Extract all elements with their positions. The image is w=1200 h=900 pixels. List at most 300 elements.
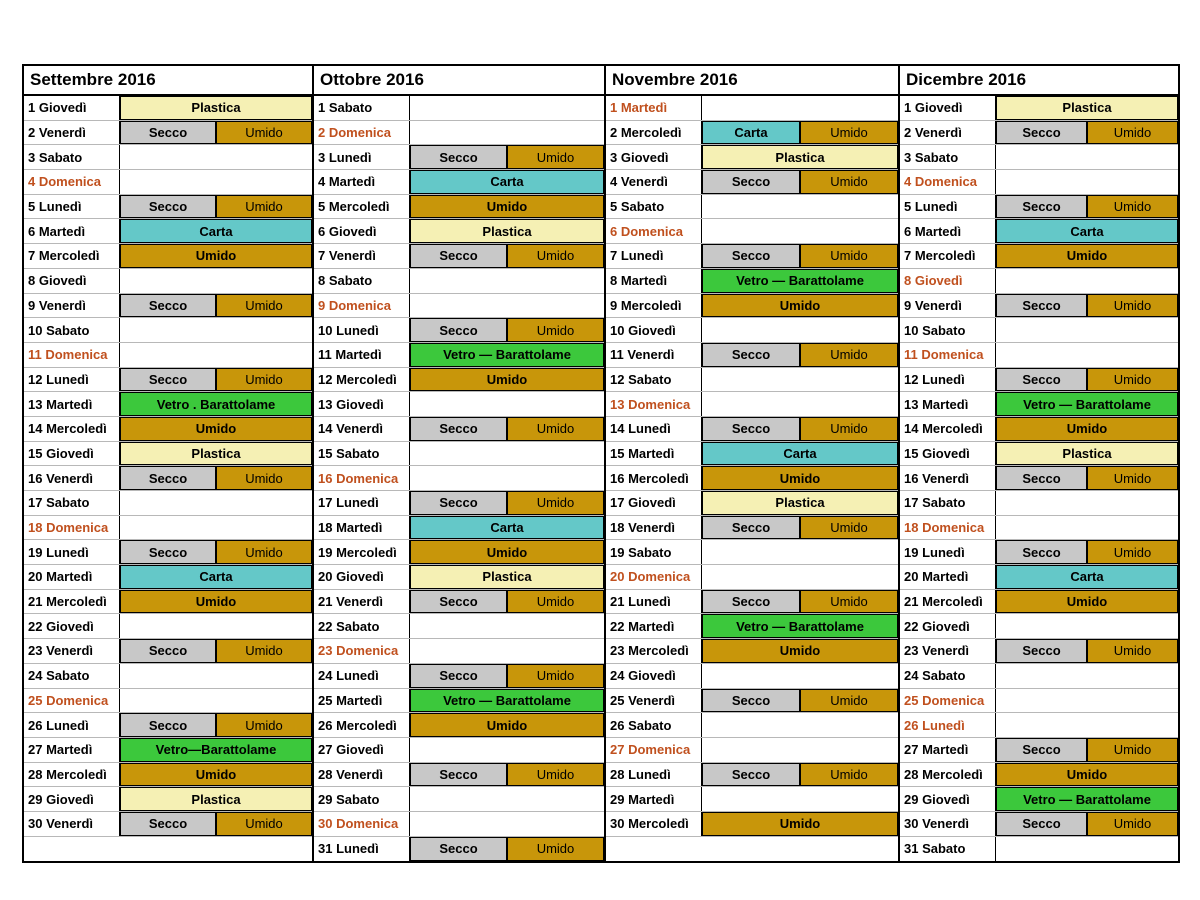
collection-slot bbox=[996, 442, 1178, 466]
collection-secco: Secco bbox=[410, 318, 507, 342]
collection-slot bbox=[120, 96, 312, 120]
day-row bbox=[900, 763, 1178, 788]
collection-slot bbox=[702, 195, 898, 219]
collection-slot bbox=[120, 442, 312, 466]
collection-slot bbox=[996, 614, 1178, 638]
collection-carta: Carta bbox=[996, 219, 1178, 243]
day-label: 29 Giovedì bbox=[24, 787, 120, 811]
month-title: Novembre 2016 bbox=[606, 66, 898, 96]
collection-secco: Secco bbox=[120, 121, 216, 145]
collection-slot bbox=[702, 664, 898, 688]
day-row bbox=[900, 738, 1178, 763]
collection-slot bbox=[120, 713, 312, 737]
day-row bbox=[314, 244, 604, 269]
day-row bbox=[606, 318, 898, 343]
collection-slot bbox=[702, 689, 898, 713]
collection-slot bbox=[410, 763, 604, 787]
collection-slot bbox=[702, 392, 898, 416]
day-row bbox=[900, 269, 1178, 294]
day-label: 4 Domenica bbox=[900, 170, 996, 194]
collection-slot bbox=[120, 590, 312, 614]
day-label: 27 Giovedì bbox=[314, 738, 410, 762]
day-row bbox=[606, 466, 898, 491]
collection-slot bbox=[702, 590, 898, 614]
day-row bbox=[24, 713, 312, 738]
day-label: 22 Giovedì bbox=[24, 614, 120, 638]
day-row bbox=[314, 145, 604, 170]
day-label: 19 Lunedì bbox=[24, 540, 120, 564]
day-row bbox=[314, 121, 604, 146]
day-label: 15 Martedì bbox=[606, 442, 702, 466]
day-row bbox=[900, 318, 1178, 343]
collection-umido: Umido bbox=[800, 763, 898, 787]
collection-umido: Umido bbox=[1087, 368, 1178, 392]
collection-slot bbox=[702, 294, 898, 318]
day-row bbox=[314, 540, 604, 565]
collection-secco: Secco bbox=[702, 516, 800, 540]
day-label: 23 Venerdì bbox=[900, 639, 996, 663]
day-row bbox=[24, 145, 312, 170]
day-row bbox=[606, 812, 898, 837]
day-row bbox=[900, 368, 1178, 393]
collection-slot bbox=[996, 219, 1178, 243]
day-label: 8 Giovedì bbox=[900, 269, 996, 293]
collection-vetro-barattolame: Vetro — Barattolame bbox=[410, 343, 604, 367]
collection-umido: Umido bbox=[410, 368, 604, 392]
day-row bbox=[314, 318, 604, 343]
collection-umido: Umido bbox=[216, 368, 312, 392]
day-row bbox=[314, 417, 604, 442]
collection-umido: Umido bbox=[1087, 812, 1178, 836]
collection-slot bbox=[120, 812, 312, 836]
day-label: 28 Venerdì bbox=[314, 763, 410, 787]
day-row bbox=[900, 442, 1178, 467]
day-row bbox=[900, 713, 1178, 738]
collection-slot bbox=[410, 812, 604, 836]
day-label: 28 Mercoledì bbox=[900, 763, 996, 787]
day-row bbox=[24, 590, 312, 615]
collection-plastica: Plastica bbox=[120, 442, 312, 466]
day-row bbox=[900, 96, 1178, 121]
day-row bbox=[900, 540, 1178, 565]
day-label: 11 Domenica bbox=[24, 343, 120, 367]
day-label: 3 Sabato bbox=[900, 145, 996, 169]
day-row bbox=[900, 787, 1178, 812]
collection-umido: Umido bbox=[800, 590, 898, 614]
day-label: 24 Sabato bbox=[24, 664, 120, 688]
day-label: 10 Lunedì bbox=[314, 318, 410, 342]
day-label: 18 Domenica bbox=[900, 516, 996, 540]
day-label: 30 Mercoledì bbox=[606, 812, 702, 836]
collection-slot bbox=[996, 837, 1178, 862]
day-label: 19 Sabato bbox=[606, 540, 702, 564]
collection-slot bbox=[702, 121, 898, 145]
day-row bbox=[24, 294, 312, 319]
day-label: 7 Lunedì bbox=[606, 244, 702, 268]
collection-umido: Umido bbox=[507, 244, 604, 268]
collection-slot bbox=[996, 763, 1178, 787]
collection-secco: Secco bbox=[702, 590, 800, 614]
day-label: 23 Mercoledì bbox=[606, 639, 702, 663]
collection-slot bbox=[996, 812, 1178, 836]
collection-slot bbox=[996, 269, 1178, 293]
collection-slot bbox=[410, 195, 604, 219]
empty-row bbox=[24, 837, 312, 862]
collection-secco: Secco bbox=[120, 639, 216, 663]
collection-secco: Secco bbox=[702, 689, 800, 713]
day-row bbox=[606, 392, 898, 417]
collection-carta: Carta bbox=[702, 121, 800, 145]
collection-slot bbox=[996, 392, 1178, 416]
day-row bbox=[314, 170, 604, 195]
day-row bbox=[900, 837, 1178, 862]
collection-slot bbox=[410, 837, 604, 862]
collection-umido: Umido bbox=[216, 466, 312, 490]
day-row bbox=[900, 516, 1178, 541]
collection-vetro-barattolame: Vetro—Barattolame bbox=[120, 738, 312, 762]
collection-umido: Umido bbox=[507, 763, 604, 787]
collection-slot bbox=[410, 96, 604, 120]
day-label: 26 Lunedì bbox=[900, 713, 996, 737]
collection-slot bbox=[410, 565, 604, 589]
collection-umido: Umido bbox=[800, 170, 898, 194]
collection-umido: Umido bbox=[507, 318, 604, 342]
day-row bbox=[900, 392, 1178, 417]
day-row bbox=[606, 96, 898, 121]
collection-slot bbox=[120, 145, 312, 169]
day-row bbox=[606, 565, 898, 590]
day-row bbox=[900, 121, 1178, 146]
day-row bbox=[314, 837, 604, 862]
day-row bbox=[606, 417, 898, 442]
day-label: 2 Venerdì bbox=[24, 121, 120, 145]
collection-slot bbox=[410, 368, 604, 392]
collection-slot bbox=[410, 343, 604, 367]
collection-slot bbox=[120, 121, 312, 145]
day-row bbox=[24, 121, 312, 146]
collection-slot bbox=[996, 170, 1178, 194]
collection-slot bbox=[410, 269, 604, 293]
collection-slot bbox=[702, 565, 898, 589]
collection-slot bbox=[702, 763, 898, 787]
day-label: 21 Lunedì bbox=[606, 590, 702, 614]
day-row bbox=[24, 787, 312, 812]
collection-slot bbox=[120, 614, 312, 638]
collection-carta: Carta bbox=[410, 170, 604, 194]
collection-umido: Umido bbox=[702, 294, 898, 318]
day-label: 8 Giovedì bbox=[24, 269, 120, 293]
day-label: 28 Mercoledì bbox=[24, 763, 120, 787]
collection-umido: Umido bbox=[410, 195, 604, 219]
collection-slot bbox=[120, 343, 312, 367]
day-label: 5 Mercoledì bbox=[314, 195, 410, 219]
day-row bbox=[900, 170, 1178, 195]
day-row bbox=[900, 466, 1178, 491]
collection-slot bbox=[120, 738, 312, 762]
day-label: 15 Giovedì bbox=[900, 442, 996, 466]
day-label: 27 Martedì bbox=[24, 738, 120, 762]
day-row bbox=[24, 244, 312, 269]
day-label: 22 Sabato bbox=[314, 614, 410, 638]
day-label: 2 Venerdì bbox=[900, 121, 996, 145]
day-label: 18 Venerdì bbox=[606, 516, 702, 540]
collection-slot bbox=[996, 664, 1178, 688]
collection-secco: Secco bbox=[996, 639, 1087, 663]
collection-slot bbox=[410, 614, 604, 638]
day-label: 21 Mercoledì bbox=[900, 590, 996, 614]
day-row bbox=[314, 491, 604, 516]
day-row bbox=[24, 812, 312, 837]
day-row bbox=[606, 590, 898, 615]
collection-umido: Umido bbox=[120, 244, 312, 268]
day-label: 12 Mercoledì bbox=[314, 368, 410, 392]
day-label: 9 Venerdì bbox=[900, 294, 996, 318]
day-label: 10 Sabato bbox=[900, 318, 996, 342]
day-label: 14 Venerdì bbox=[314, 417, 410, 441]
day-label: 4 Venerdì bbox=[606, 170, 702, 194]
day-row bbox=[314, 466, 604, 491]
collection-slot bbox=[702, 738, 898, 762]
collection-slot bbox=[410, 639, 604, 663]
collection-umido: Umido bbox=[216, 812, 312, 836]
collection-slot bbox=[410, 244, 604, 268]
collection-secco: Secco bbox=[410, 244, 507, 268]
collection-slot bbox=[410, 664, 604, 688]
collection-slot bbox=[702, 244, 898, 268]
collection-secco: Secco bbox=[996, 294, 1087, 318]
collection-slot bbox=[120, 763, 312, 787]
collection-slot bbox=[120, 664, 312, 688]
collection-carta: Carta bbox=[996, 565, 1178, 589]
collection-secco: Secco bbox=[996, 368, 1087, 392]
day-row bbox=[24, 738, 312, 763]
day-label: 13 Martedì bbox=[900, 392, 996, 416]
collection-umido: Umido bbox=[702, 466, 898, 490]
collection-slot bbox=[702, 368, 898, 392]
day-label: 30 Venerdì bbox=[900, 812, 996, 836]
day-row bbox=[606, 121, 898, 146]
collection-umido: Umido bbox=[1087, 121, 1178, 145]
day-label: 25 Martedì bbox=[314, 689, 410, 713]
day-row bbox=[314, 812, 604, 837]
collection-slot bbox=[410, 590, 604, 614]
day-row bbox=[24, 219, 312, 244]
collection-umido: Umido bbox=[507, 145, 604, 169]
day-row bbox=[606, 219, 898, 244]
collection-plastica: Plastica bbox=[120, 787, 312, 811]
collection-slot bbox=[996, 738, 1178, 762]
collection-plastica: Plastica bbox=[120, 96, 312, 120]
day-label: 22 Giovedì bbox=[900, 614, 996, 638]
day-label: 9 Domenica bbox=[314, 294, 410, 318]
collection-slot bbox=[120, 491, 312, 515]
day-label: 8 Sabato bbox=[314, 269, 410, 293]
day-row bbox=[606, 787, 898, 812]
day-label: 27 Martedì bbox=[900, 738, 996, 762]
collection-slot bbox=[120, 689, 312, 713]
collection-umido: Umido bbox=[120, 417, 312, 441]
day-row bbox=[900, 812, 1178, 837]
collection-slot bbox=[120, 244, 312, 268]
collection-slot bbox=[410, 121, 604, 145]
day-label: 16 Mercoledì bbox=[606, 466, 702, 490]
collection-umido: Umido bbox=[800, 689, 898, 713]
collection-slot bbox=[410, 689, 604, 713]
day-row bbox=[900, 343, 1178, 368]
day-label: 24 Lunedì bbox=[314, 664, 410, 688]
collection-secco: Secco bbox=[702, 763, 800, 787]
day-row bbox=[314, 664, 604, 689]
day-row bbox=[24, 763, 312, 788]
day-label: 5 Lunedì bbox=[900, 195, 996, 219]
day-label: 11 Domenica bbox=[900, 343, 996, 367]
day-label: 1 Martedì bbox=[606, 96, 702, 120]
day-row bbox=[314, 96, 604, 121]
collection-slot bbox=[702, 466, 898, 490]
day-label: 18 Domenica bbox=[24, 516, 120, 540]
day-row bbox=[606, 145, 898, 170]
day-label: 18 Martedì bbox=[314, 516, 410, 540]
day-row bbox=[24, 269, 312, 294]
day-label: 6 Martedì bbox=[24, 219, 120, 243]
collection-slot bbox=[996, 417, 1178, 441]
day-row bbox=[24, 466, 312, 491]
month-column bbox=[900, 66, 1178, 861]
empty-row bbox=[606, 837, 898, 862]
collection-umido: Umido bbox=[216, 121, 312, 145]
collection-slot bbox=[996, 689, 1178, 713]
day-row bbox=[606, 491, 898, 516]
collection-slot bbox=[120, 417, 312, 441]
day-label: 10 Sabato bbox=[24, 318, 120, 342]
day-row bbox=[314, 787, 604, 812]
day-label: 2 Mercoledì bbox=[606, 121, 702, 145]
month-title: Ottobre 2016 bbox=[314, 66, 604, 96]
day-row bbox=[314, 713, 604, 738]
day-row bbox=[314, 343, 604, 368]
collection-slot bbox=[996, 713, 1178, 737]
collection-slot bbox=[996, 368, 1178, 392]
collection-vetro-barattolame: Vetro — Barattolame bbox=[996, 392, 1178, 416]
day-row bbox=[606, 614, 898, 639]
collection-secco: Secco bbox=[120, 294, 216, 318]
day-row bbox=[314, 294, 604, 319]
month-title: Settembre 2016 bbox=[24, 66, 312, 96]
day-row bbox=[900, 417, 1178, 442]
day-row bbox=[314, 516, 604, 541]
collection-plastica: Plastica bbox=[410, 219, 604, 243]
day-row bbox=[24, 540, 312, 565]
day-row bbox=[314, 368, 604, 393]
day-label: 19 Mercoledì bbox=[314, 540, 410, 564]
day-row bbox=[24, 639, 312, 664]
day-row bbox=[24, 442, 312, 467]
day-label: 28 Lunedì bbox=[606, 763, 702, 787]
day-row bbox=[314, 565, 604, 590]
day-label: 17 Sabato bbox=[24, 491, 120, 515]
day-row bbox=[314, 639, 604, 664]
day-label: 15 Giovedì bbox=[24, 442, 120, 466]
day-row bbox=[24, 516, 312, 541]
day-label: 12 Lunedì bbox=[24, 368, 120, 392]
day-label: 9 Mercoledì bbox=[606, 294, 702, 318]
collection-slot bbox=[120, 219, 312, 243]
day-label: 20 Giovedì bbox=[314, 565, 410, 589]
collection-slot bbox=[410, 787, 604, 811]
collection-umido: Umido bbox=[216, 294, 312, 318]
day-row bbox=[606, 170, 898, 195]
collection-umido: Umido bbox=[800, 417, 898, 441]
day-row bbox=[606, 195, 898, 220]
day-label: 10 Giovedì bbox=[606, 318, 702, 342]
day-label: 5 Lunedì bbox=[24, 195, 120, 219]
day-label: 12 Sabato bbox=[606, 368, 702, 392]
collection-umido: Umido bbox=[702, 639, 898, 663]
collection-carta: Carta bbox=[410, 516, 604, 540]
day-label: 16 Domenica bbox=[314, 466, 410, 490]
collection-slot bbox=[410, 738, 604, 762]
collection-vetro-barattolame: Vetro — Barattolame bbox=[996, 787, 1178, 811]
collection-secco: Secco bbox=[120, 713, 216, 737]
collection-umido: Umido bbox=[216, 195, 312, 219]
day-label: 29 Sabato bbox=[314, 787, 410, 811]
collection-umido: Umido bbox=[1087, 195, 1178, 219]
day-label: 3 Giovedì bbox=[606, 145, 702, 169]
day-label: 8 Martedì bbox=[606, 269, 702, 293]
collection-umido: Umido bbox=[216, 639, 312, 663]
collection-slot bbox=[996, 294, 1178, 318]
day-label: 9 Venerdì bbox=[24, 294, 120, 318]
day-row bbox=[314, 689, 604, 714]
collection-secco: Secco bbox=[410, 145, 507, 169]
day-label: 6 Giovedì bbox=[314, 219, 410, 243]
collection-carta: Carta bbox=[702, 442, 898, 466]
collection-umido: Umido bbox=[996, 244, 1178, 268]
day-row bbox=[606, 738, 898, 763]
day-row bbox=[606, 442, 898, 467]
collection-secco: Secco bbox=[996, 738, 1087, 762]
collection-umido: Umido bbox=[216, 540, 312, 564]
day-label: 7 Mercoledì bbox=[24, 244, 120, 268]
day-label: 29 Martedì bbox=[606, 787, 702, 811]
day-label: 7 Venerdì bbox=[314, 244, 410, 268]
day-row bbox=[900, 145, 1178, 170]
day-row bbox=[900, 590, 1178, 615]
day-row bbox=[314, 195, 604, 220]
collection-vetro-barattolame: Vetro — Barattolame bbox=[702, 614, 898, 638]
collection-slot bbox=[702, 614, 898, 638]
day-label: 3 Sabato bbox=[24, 145, 120, 169]
collection-umido: Umido bbox=[800, 121, 898, 145]
collection-umido: Umido bbox=[996, 417, 1178, 441]
collection-secco: Secco bbox=[996, 195, 1087, 219]
collection-slot bbox=[996, 590, 1178, 614]
collection-umido: Umido bbox=[507, 491, 604, 515]
collection-slot bbox=[410, 294, 604, 318]
collection-slot bbox=[996, 491, 1178, 515]
day-label: 23 Venerdì bbox=[24, 639, 120, 663]
collection-umido: Umido bbox=[996, 590, 1178, 614]
collection-secco: Secco bbox=[410, 763, 507, 787]
day-label: 24 Sabato bbox=[900, 664, 996, 688]
collection-slot bbox=[410, 145, 604, 169]
day-label: 4 Domenica bbox=[24, 170, 120, 194]
collection-umido: Umido bbox=[800, 516, 898, 540]
collection-secco: Secco bbox=[120, 812, 216, 836]
day-row bbox=[24, 195, 312, 220]
day-label: 17 Lunedì bbox=[314, 491, 410, 515]
collection-plastica: Plastica bbox=[702, 491, 898, 515]
